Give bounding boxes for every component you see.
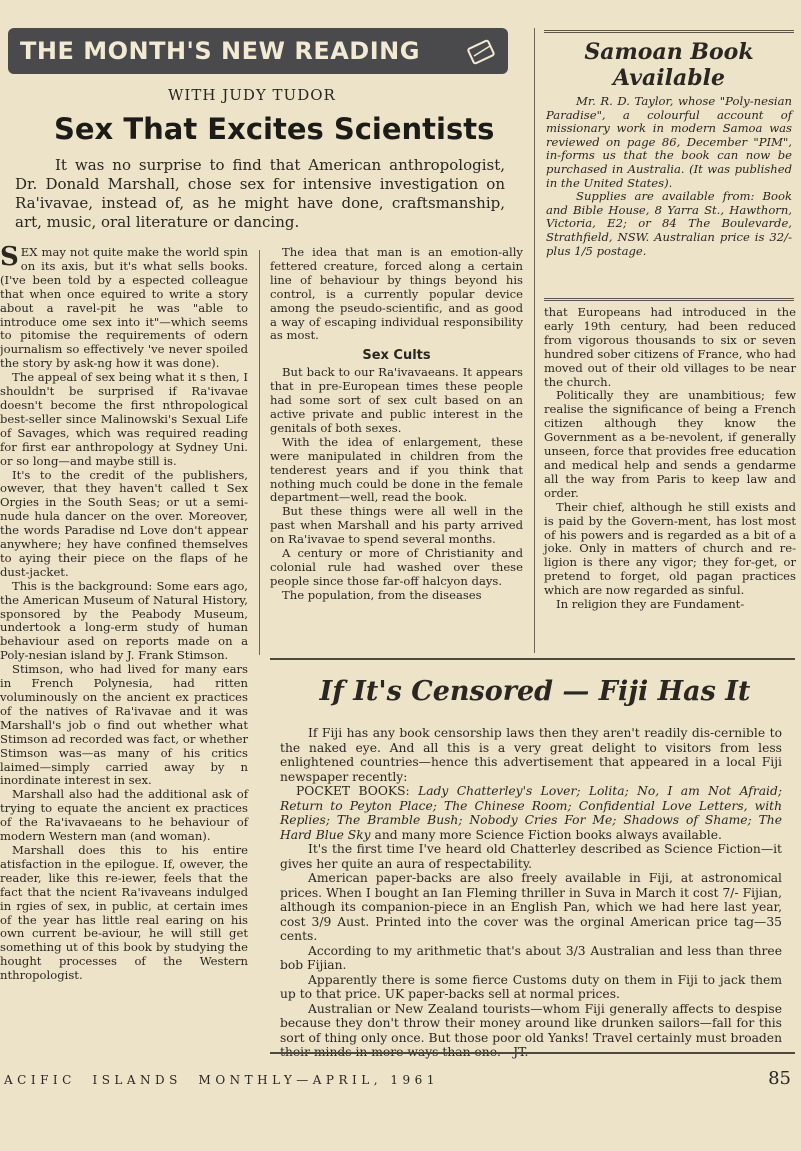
paragraph: In religion they are Fundament- — [556, 597, 745, 612]
paragraph: This is the background: Some ears ago, the American Museum of Natural History, sponsored by the Peabody Museum, undertook a long-erm study of human behaviour ased on reports made on a Poly-nesian island by J. Frank Stimson. — [0, 578, 248, 663]
section-banner — [8, 28, 508, 74]
paragraph: that Europeans had introduced in the early 19th century, had been reduced from vigorous thousands to six or seven hundred sober citizens of France, who had moved out of their old villages to be near the church. — [544, 305, 796, 389]
paragraph: Their chief, although he still exists and is paid by the Govern-ment, has lost most of his powers and is regarded as a bit of a joke. Only in matters of church and re-ligion is there any vigor; they for-get, or pretend to forget, old pagan practices which are now regarded as sinful. — [544, 499, 796, 598]
column-3 — [544, 306, 796, 644]
fiji-headline: If It's Censored — Fiji Has It — [319, 676, 751, 707]
article-headline: Sex That Excites Scientists — [54, 112, 495, 146]
column-1 — [0, 242, 248, 1046]
samoan-book-box — [544, 30, 794, 301]
byline: WITH JUDY TUDOR — [168, 86, 336, 104]
paragraph: With the idea of enlargement, these were manipulated in children from the tenderest years and if you think that nothing much could be done in the female department—well, read the book. — [270, 434, 523, 505]
drop-cap: S — [0, 242, 19, 272]
paragraph: But back to our Ra'ivavaeans. It appears that in pre-European times these people had some sort of sex cult based on an active private and public interest in the genitals of both sexes. — [270, 365, 523, 435]
paragraph: But these things were all well in the past when Marshall and his party arrived on Ra'ivavae to spend several months. — [270, 504, 523, 547]
paragraph: Apparently there is some fierce Customs duty on them in Fiji to jack them up to that price. UK paper-backs sell at normal prices. — [280, 972, 782, 1001]
paragraph: American paper-backs are also freely available in Fiji, at astronomical prices. When I bought an Ian Fleming thriller in Suva in March it cost 7/- Fijian, although its companion-piece in an English Pan, which we had here last year, cost 3/9 Aust. Printed into the cover was the orginal American price tag—35 cents. — [280, 871, 782, 943]
column-divider — [534, 28, 535, 653]
paragraph: Marshall does this to his entire atisfaction in the epilogue. If, owever, the reader, like this re-iewer, feels that the fact that the ncient Ra'ivaveans indulged in rgies of sex, in public, at certain imes of the year has little real earing on his own current be-aviour, he will still get something ut of this book by studying the hought processes of the Western nthropologist. — [0, 842, 248, 983]
paragraph: SEX may not quite make the world spin on its axis, but it's what sells books. (I've been told by a espected colleague that when once equired to write a story about a ravel-pit he was "able to introduce ome sex into it"—which seems to pitomise the requirements of odern journalism so effectively 've never spoiled the story by ask-ng how it was done). — [0, 242, 248, 371]
samoan-title: Samoan Book Available — [584, 39, 754, 91]
paragraph: The idea that man is an emotion-ally fettered creature, forced along a certain line of behaviour by things beyond his control, is a currently popular device among the pseudo-scientific, and as good a way of escaping individual responsibility as most. — [270, 245, 523, 343]
article-intro: It was no surprise to find that American anthropologist, Dr. Donald Marshall, chose sex for intensive investigation on Ra'ivavae, instead of, as he might have done, craftsmanship, art, music, oral literature or dancing. — [15, 156, 505, 231]
page-number: 85 — [768, 1068, 791, 1089]
paragraph: Politically they are unambitious; few realise the significance of being a French citizen although they know the Government as a be-nevolent, if generally unseen, force that provides free education and medical help and sends a gendarme all the way from Paris to keep law and order. — [544, 388, 796, 500]
section-divider — [270, 1052, 795, 1054]
paragraph: Australian or New Zealand tourists—whom Fiji generally affects to despise because they don't throw their money around like drunken sailors—fall for this sort of thing only once. But those poor old Yanks! Travel certainly must broaden — [280, 1001, 782, 1045]
pocket-books-ad: POCKET BOOKS: Lady Chatterley's Lover; Lolita; No, I am Not Afraid; Return to Peyton Place; The Chinese Room; Confidential Love Letters, with Replies; The Bramble Bush; Nobody Cries For Me; Shadows of Shame; The Hard Blue Sky and many more Science Fiction books always available. — [280, 784, 782, 842]
paragraph: It's to the credit of the publishers, owever, that they haven't called t Sex Orgies in the South Seas; or ut a semi-nude hula dancer on the over. Moreover, the words Paradise nd Love don't appear anywhere; hey have confined themselves to aying their piece on the flaps of he dust-jacket. — [0, 467, 248, 579]
paragraph: The appeal of sex being what it s then, I shouldn't be surprised if Ra'ivavae doesn't become the first nthropological best-seller since Malinowski's Sexual Life of Savages, which was required reading for first ear anthropology at Sydney Uni. or so long—and maybe still is. — [0, 370, 248, 468]
fiji-article — [280, 726, 782, 1044]
paragraph: It's the first time I've heard old Chatterley described as Science Fiction—it gives her quite an aura of respectability. — [280, 842, 782, 871]
subheading: Sex Cults — [362, 348, 431, 364]
paragraph: A century or more of Christianity and colonial rule had washed over these people since those far-off halcyon days. — [270, 546, 523, 588]
running-footer: ACIFIC ISLANDS MONTHLY—APRIL, 1961 — [4, 1073, 439, 1087]
paragraph: Mr. R. D. Taylor, whose "Poly-nesian Paradise", a colourful account of missionary work in modern Samoa was reviewed on page 86, December "PIM", in-forms us that the book can now be purchased in Australia. (It was published in the United States). — [546, 94, 792, 190]
section-divider — [270, 658, 795, 660]
samoan-body — [544, 95, 794, 258]
paragraph: Supplies are available from: Book and Bible House, 8 Yarra St., Hawthorn, Victoria, E2; or 84 The Boulevarde, Strathfield, NSW. Australian price is 32/- plus 1/5 postage. — [546, 189, 792, 258]
paragraph: Marshall also had the additional ask of trying to equate the ancient ex practices of the Ra'ivavaeans to he behaviour of modern Western man (and woman). — [0, 787, 248, 844]
paragraph: If Fiji has any book censorship laws then they aren't readily dis-cernible to the naked eye. And all this is a very great delight to visitors from less enlightened countries—hence this advertisement that appeared in a local Fiji newspaper recently: — [280, 726, 782, 784]
column-2 — [270, 246, 523, 644]
column-divider — [259, 250, 260, 655]
paragraph: Stimson, who had lived for many ears in French Polynesia, had ritten voluminously on the ancient ex practices of the natives of Ra'ivavae and it was Marshall's job o find out whether what Stimson ad recorded was fact, or whether Stimson was—as many of his critics laimed—simply carried away by n inordinate interest in sex. — [0, 662, 248, 788]
banner-title: THE MONTH'S NEW READING — [20, 37, 420, 65]
paragraph: According to my arithmetic that's about 3/3 Australian and less than three bob Fijian. — [280, 943, 782, 972]
paragraph: The population, from the diseases — [282, 587, 482, 602]
book-icon — [464, 34, 500, 68]
